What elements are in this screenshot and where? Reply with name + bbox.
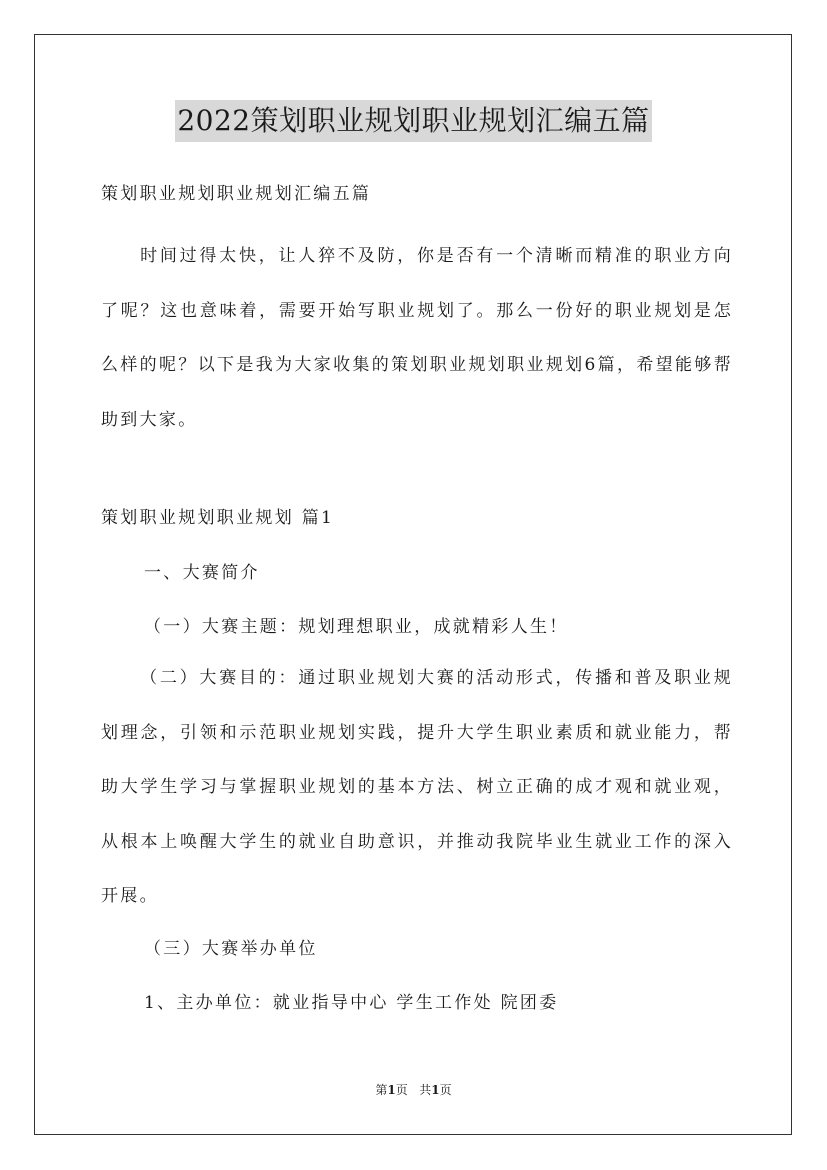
purpose-block — [101, 651, 733, 924]
item-host: 1、主办单位：就业指导中心 学生工作处 院团委 — [144, 993, 559, 1013]
page-footer — [0, 1082, 827, 1098]
document-title: 2022策划职业规划职业规划汇编五篇 — [175, 100, 651, 142]
item-organizer-heading: （三）大赛举办单位 — [144, 939, 318, 959]
title-container — [0, 100, 827, 142]
footer-page-total: 1 — [431, 1083, 440, 1097]
item-theme: （一）大赛主题：规划理想职业，成就精彩人生！ — [144, 617, 569, 637]
footer-page-suffix: 页 — [395, 1083, 408, 1097]
item-overview: 一、大赛简介 — [144, 563, 260, 583]
footer-total-suffix: 页 — [439, 1083, 452, 1097]
item-purpose: （二）大赛目的：通过职业规划大赛的活动形式，传播和普及职业规划理念，引领和示范职业规划实践，提升大学生职业素质和就业能力，帮助大学生学习与掌握职业规划的基本方法、树立正确的成才观和就业观，从根本上唤醒大学生的就业自助意识，并推动我院毕业生就业工作的深入开展。 — [101, 668, 733, 906]
document-body — [101, 229, 733, 447]
intro-paragraph: 时间过得太快，让人猝不及防，你是否有一个清晰而精准的职业方向了呢？这也意味着，需要开始写职业规划了。那么一份好的职业规划是怎么样的呢？以下是我为大家收集的策划职业规划职业规划6篇，希望能够帮助到大家。 — [101, 246, 733, 430]
section-heading: 策划职业规划职业规划 篇1 — [101, 508, 335, 528]
footer-total-prefix: 共 — [419, 1083, 432, 1097]
footer-page-prefix: 第 — [375, 1083, 388, 1097]
footer-page-current: 1 — [387, 1083, 396, 1097]
document-subtitle: 策划职业规划职业规划汇编五篇 — [101, 184, 372, 204]
